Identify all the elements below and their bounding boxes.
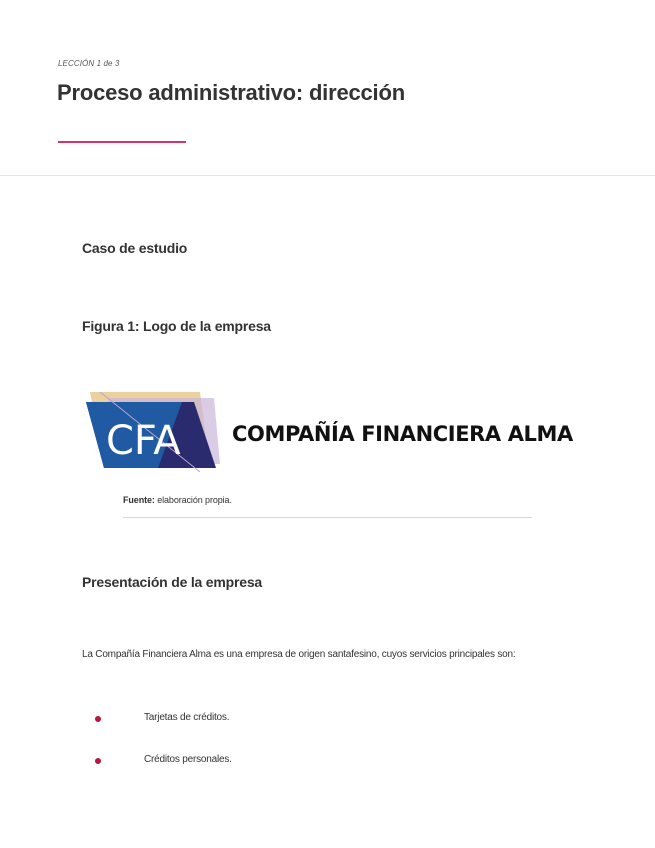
- caption-label: Fuente:: [123, 495, 155, 505]
- caption-divider: [123, 517, 532, 518]
- presentation-heading: Presentación de la empresa: [82, 574, 262, 590]
- figure-title: Figura 1: Logo de la empresa: [82, 318, 271, 334]
- header-divider: [0, 175, 655, 176]
- company-name: COMPAÑÍA FINANCIERA ALMA: [232, 422, 573, 446]
- caption-text: elaboración propia.: [154, 495, 232, 505]
- logo-mark-text: CFA: [106, 418, 181, 464]
- case-study-heading: Caso de estudio: [82, 240, 188, 256]
- bullet-icon: [95, 716, 101, 722]
- intro-paragraph: La Compañía Financiera Alma es una empresa de origen santafesino, cuyos servicios principales son:: [82, 649, 516, 660]
- service-text: Créditos personales.: [144, 754, 232, 765]
- bullet-icon: [95, 758, 101, 764]
- page-title: Proceso administrativo: dirección: [57, 80, 405, 105]
- lesson-counter: LECCIÓN 1 de 3: [58, 59, 120, 68]
- company-logo: [82, 388, 573, 474]
- cfa-logo-mark: [82, 388, 222, 474]
- service-text: Tarjetas de créditos.: [144, 712, 230, 723]
- title-underline: [58, 141, 186, 143]
- figure-caption: [123, 495, 232, 505]
